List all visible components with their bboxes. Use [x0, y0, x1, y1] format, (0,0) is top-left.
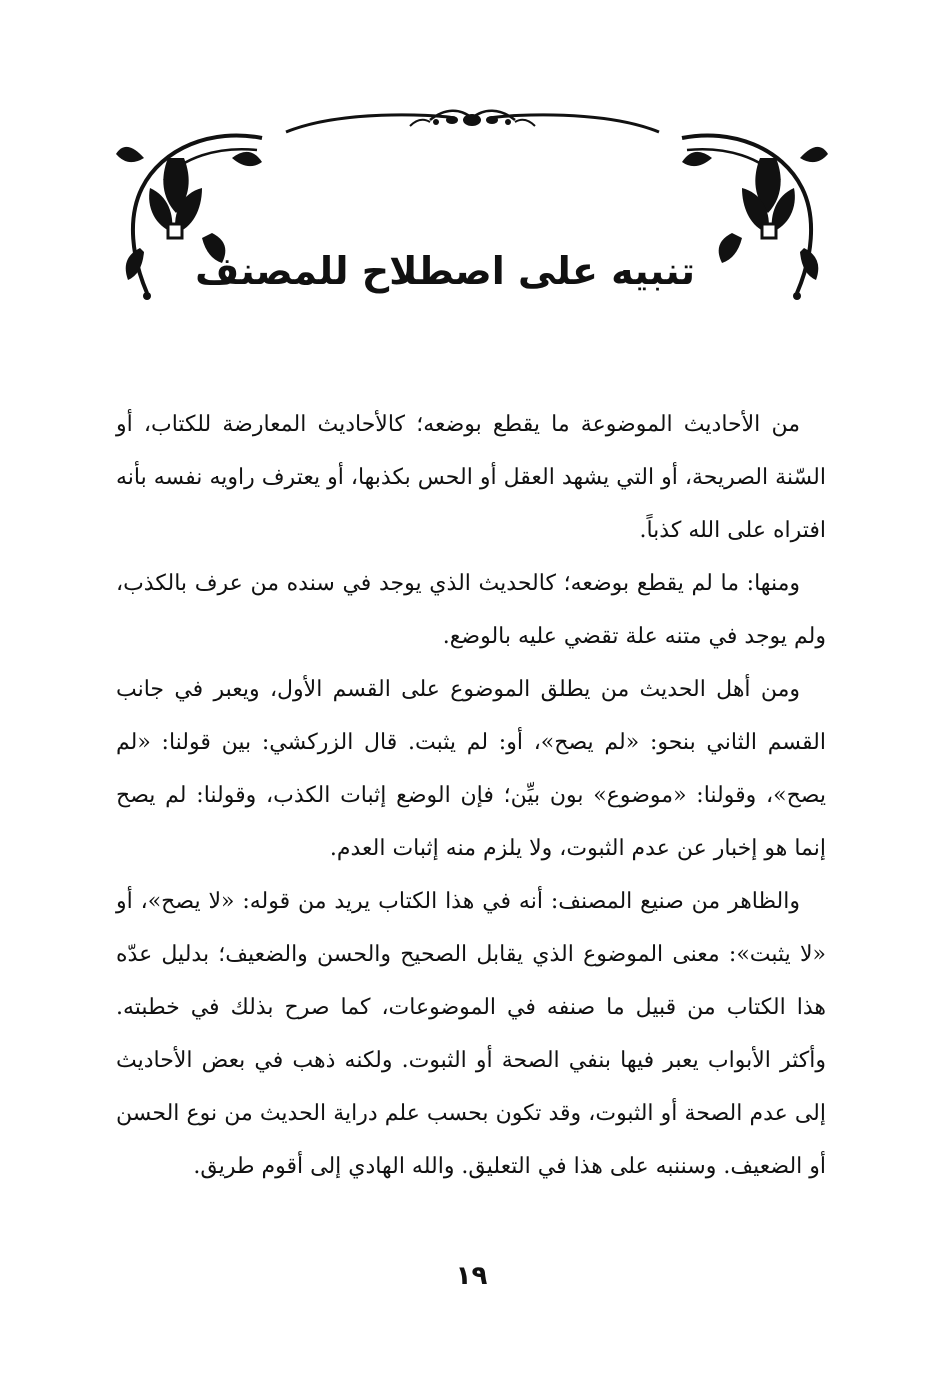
paragraph: ومنها: ما لم يقطع بوضعه؛ كالحديث الذي يوجد في سنده من عرف بالكذب، ولم يوجد في متنه علة تقضي عليه بالوضع.: [116, 571, 826, 649]
paragraph: ومن أهل الحديث من يطلق الموضوع على القسم الأول، ويعبر في جانب القسم الثاني بنحو: «لم يصح»، أو: لم يثبت. قال الزركشي: بين قولنا: «لم يصح»، وقولنا: «موضوع» بون بيِّن؛ فإن الوضع إثبات الكذب، وقولنا: لم يصح إنما هو إخبار عن عدم الثبوت، ولا يلزم منه إثبات العدم.: [116, 677, 826, 861]
paragraph: من الأحاديث الموضوعة ما يقطع بوضعه؛ كالأحاديث المعارضة للكتاب، أو السّنة الصريحة، أو التي يشهد العقل أو الحس بكذبها، أو يعترف راويه نفسه بأنه افتراه على الله كذباً.: [116, 412, 826, 543]
body-text: [116, 398, 826, 1238]
page-number: ١٩: [455, 1261, 488, 1291]
paragraph: والظاهر من صنيع المصنف: أنه في هذا الكتاب يريد من قوله: «لا يصح»، أو «لا يثبت»: معنى الموضوع الذي يقابل الصحيح والحسن والضعيف؛ بدليل عدّه هذا الكتاب من قبيل ما صنفه في الموضوعات، كما صرح بذلك في خطبته. وأكثر الأبواب يعبر فيها بنفي الصحة أو الثبوت. ولكنه ذهب في بعض الأحاديث إلى عدم الصحة أو الثبوت، وقد تكون بحسب علم دراية الحديث من نوع الحسن أو الضعيف. وسننبه على هذا في التعليق. والله الهادي إلى أقوم طريق.: [116, 889, 826, 1179]
scroll-divider-ornament-icon: [280, 104, 665, 138]
floral-corner-ornament-right-icon: [672, 118, 832, 303]
page-title: تنبيه على اصطلاح للمصنف: [195, 249, 695, 293]
